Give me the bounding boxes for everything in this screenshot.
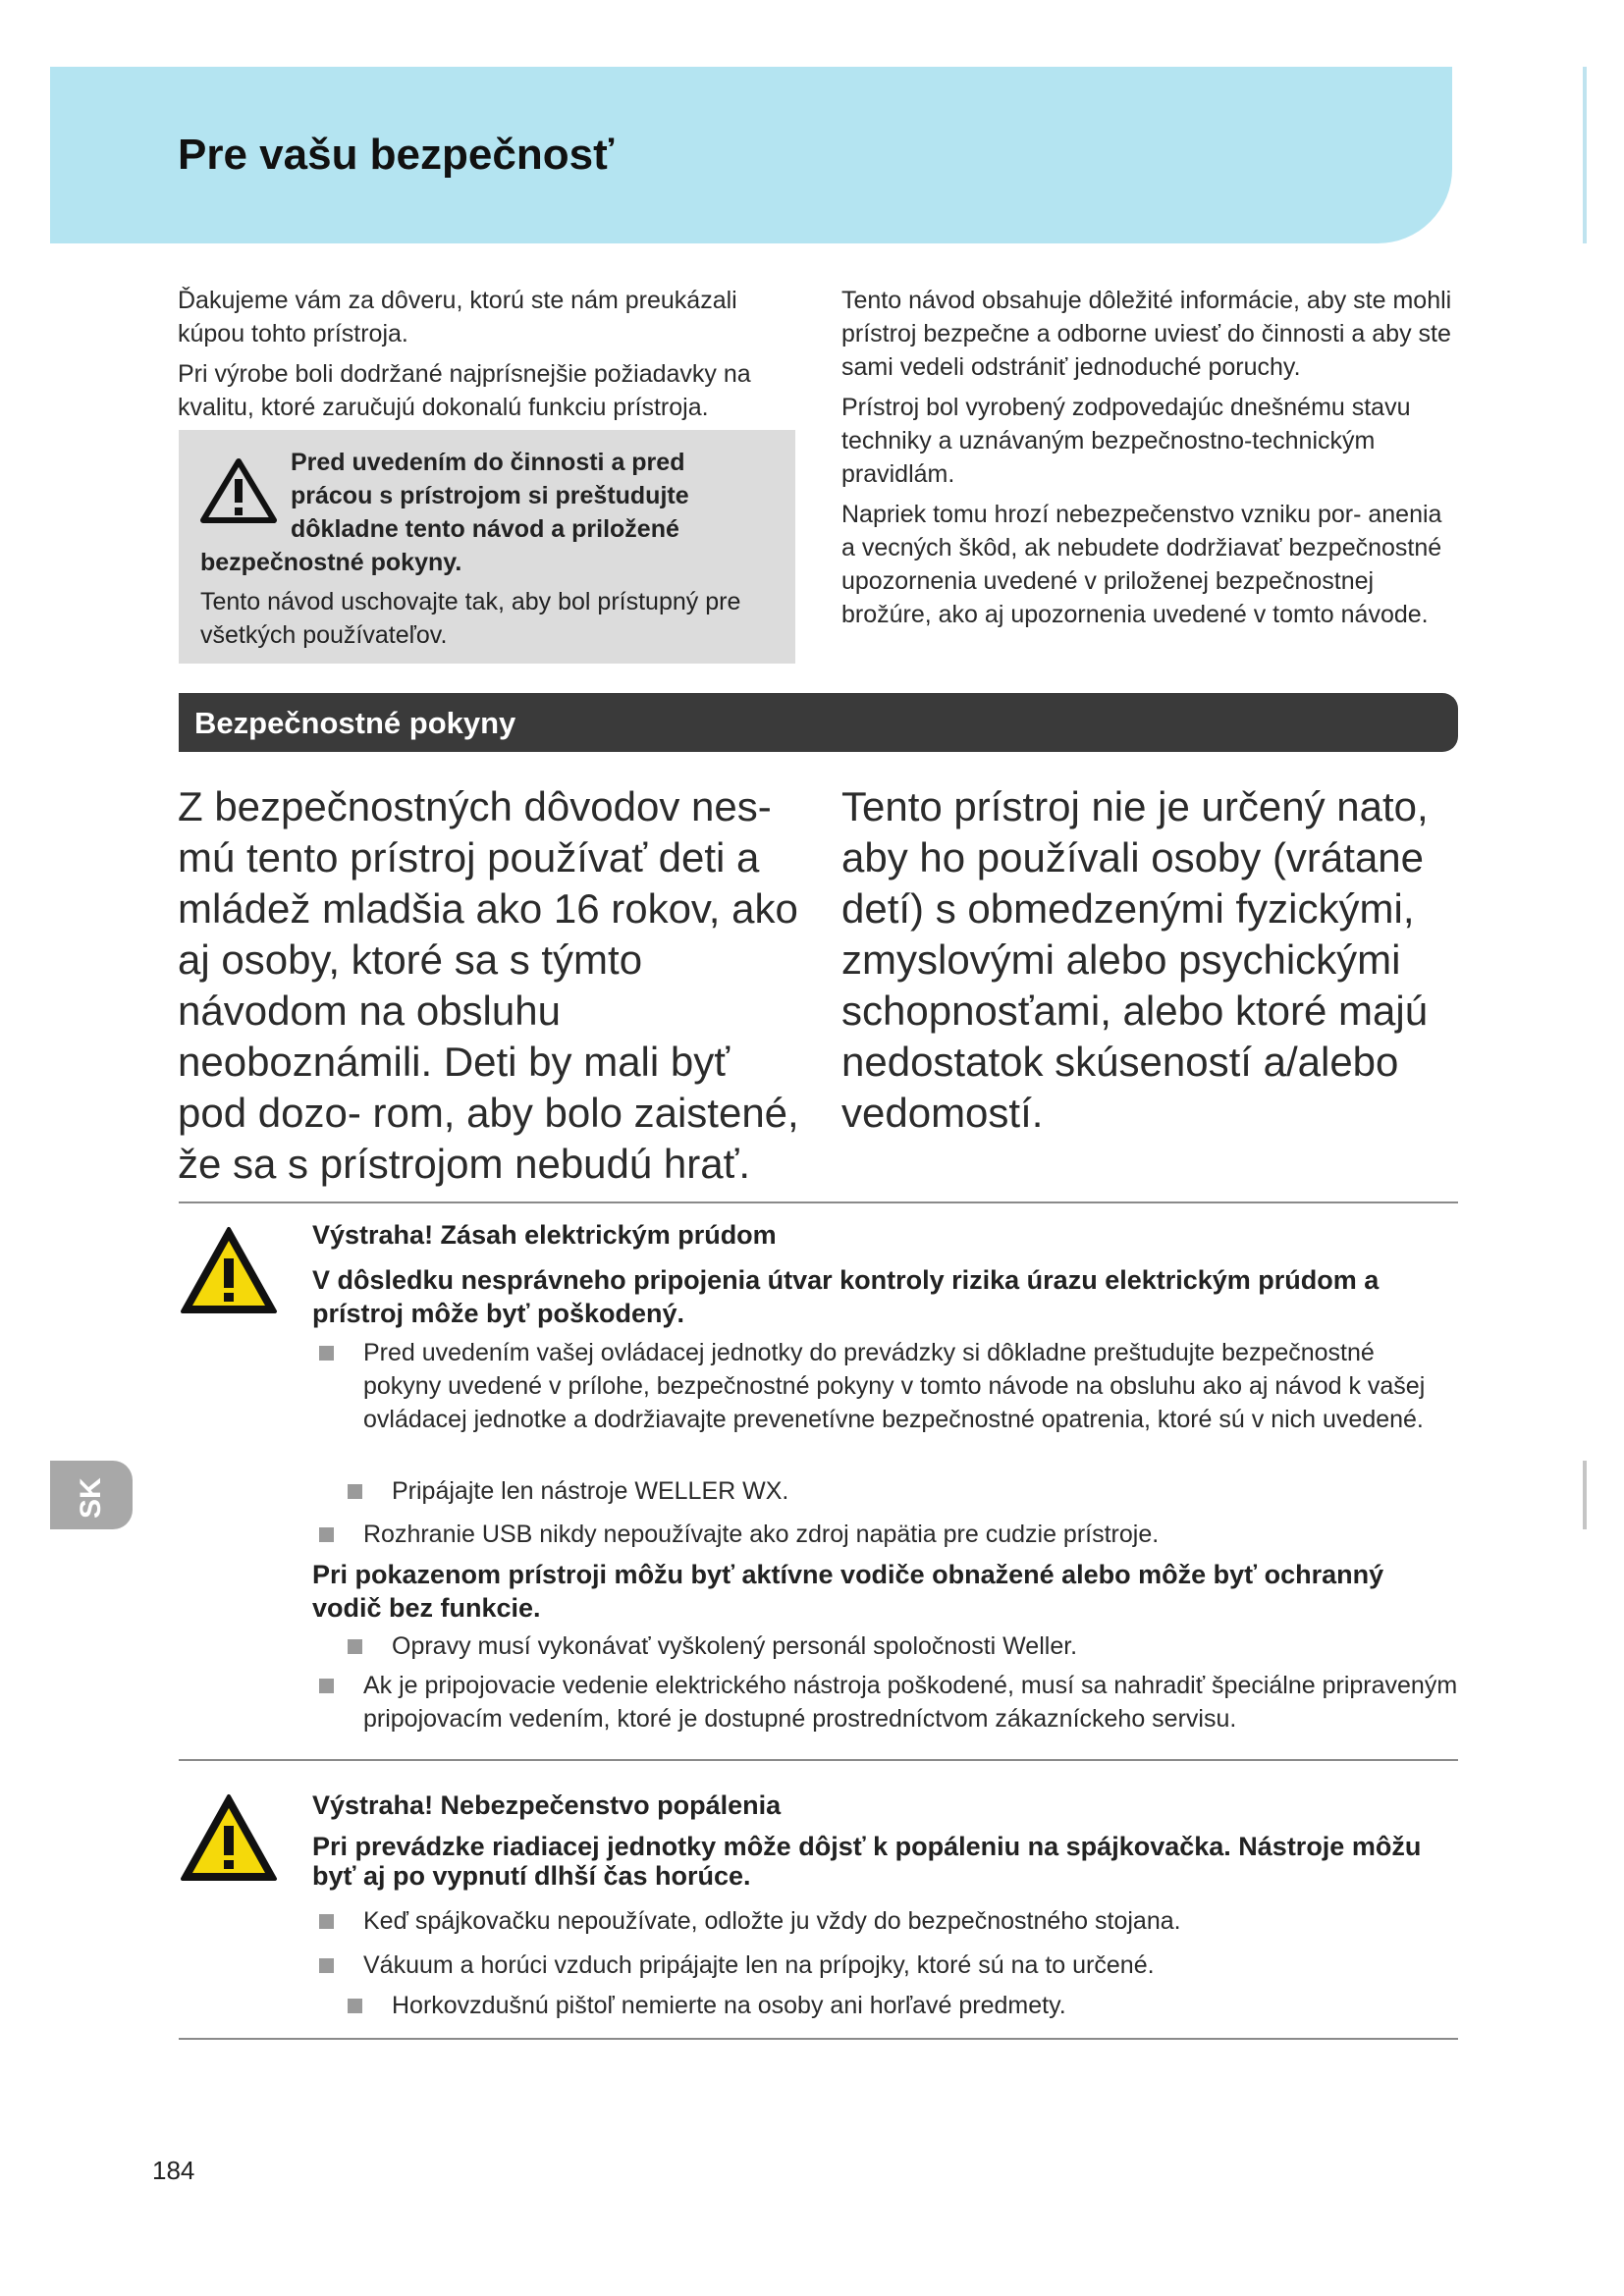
burn-warning-icon xyxy=(179,1792,279,1883)
bullet-square-icon xyxy=(319,1958,334,1973)
list-item xyxy=(319,1336,1458,1473)
child-safety-statement: Z bezpečnostných dôvodov nes- mú tento prístroj používať deti a mládež mladšia ako 16 rokov, ako aj osoby, ktoré sa s týmto návodom na obsluhu neoboznámili. Deti by mali byť pod dozo- rom, aby bolo zaistené, že sa s prístrojom nebudú hrať. xyxy=(178,783,799,1187)
page-title: Pre vašu bezpečnosť xyxy=(178,131,615,179)
disability-statement: Tento prístroj nie je určený nato, aby ho používali osoby (vrátane detí) s obmedzenými fyzickými, zmyslovými alebo psychickými schopnosťami, alebo ktoré majú nedostatok skúseností a/alebo vedomostí. xyxy=(841,783,1429,1136)
bullet-square-icon xyxy=(319,1527,334,1542)
bullet-square-icon xyxy=(319,1914,334,1929)
divider xyxy=(179,2038,1458,2040)
warning2-b1: Keď spájkovačku nepoužívate, odložte ju vždy do bezpečnostného stojana. xyxy=(363,1907,1181,1935)
list-item xyxy=(348,1989,1428,2022)
bullet-square-icon xyxy=(319,1679,334,1693)
header-edge-line xyxy=(1583,67,1587,243)
page-number: 184 xyxy=(152,2156,195,2185)
intro-right-p2: Prístroj bol vyrobený zodpovedajúc dnešnému stavu techniky a uznávaným bezpečnostno-technickým pravidlám. xyxy=(841,394,1411,488)
section-header xyxy=(179,693,1458,752)
electric-warning-icon xyxy=(179,1225,279,1315)
notice-bold-line4: bezpečnostné pokyny. xyxy=(200,549,462,576)
intro-left-p2: Pri výrobe boli dodržané najprísnejšie požiadavky na kvalitu, ktoré zaručujú dokonalú funkciu prístroja. xyxy=(178,360,751,421)
notice-bold-line2: prácou s prístrojom si preštudujte xyxy=(291,482,689,509)
list-item xyxy=(348,1629,1428,1663)
warning2-title: Výstraha! Nebezpečenstvo popálenia xyxy=(312,1790,782,1820)
list-item xyxy=(319,1904,1458,1938)
right-edge-line xyxy=(1583,1461,1587,1529)
warning1-b4: Opravy musí vykonávať vyškolený personál spoločnosti Weller. xyxy=(392,1632,1078,1660)
bullet-square-icon xyxy=(348,1999,362,2013)
bullet-square-icon xyxy=(348,1639,362,1654)
language-tab xyxy=(50,1461,133,1529)
intro-left xyxy=(178,284,796,431)
divider xyxy=(179,1201,1458,1203)
intro-right xyxy=(841,284,1458,638)
warning1-b2: Pripájajte len nástroje WELLER WX. xyxy=(392,1477,789,1505)
intro-left-p1: Ďakujeme vám za dôveru, ktorú ste nám preukázali kúpou tohto prístroja. xyxy=(178,287,737,347)
intro-right-p1: Tento návod obsahuje dôležité informácie, aby ste mohli prístroj bezpečne a odborne uviesť do činnosti a aby ste sami vedeli odstrániť jednoduché poruchy. xyxy=(841,287,1452,381)
warning2-subtitle: Pri prevádzke riadiacej jednotky môže dôjsť k popáleniu na spájkovačka. Nástroje môžu byť aj po vypnutí dlhší čas horúce. xyxy=(312,1832,1422,1891)
warning2-b3: Horkovzdušnú pištoľ nemierte na osoby ani horľavé predmety. xyxy=(392,1992,1066,2019)
warning1-subtitle: V dôsledku nesprávneho pripojenia útvar kontroly rizika úrazu elektrickým prúdom a prístroj môže byť poškodený. xyxy=(312,1265,1380,1328)
notice-text: Tento návod uschovajte tak, aby bol prístupný pre všetkých používateľov. xyxy=(200,588,741,649)
warning1-title: Výstraha! Zásah elektrickým prúdom xyxy=(312,1220,777,1250)
warning1-bold2: Pri pokazenom prístroji môžu byť aktívne vodiče obnažené alebo môže byť ochranný vodič bez funkcie. xyxy=(312,1560,1384,1623)
notice-box xyxy=(179,430,795,664)
language-tab-label: SK xyxy=(75,1477,107,1519)
notice-bold-line3: dôkladne tento návod a priložené xyxy=(291,515,679,543)
warning1-b3: Rozhranie USB nikdy nepoužívajte ako zdroj napätia pre cudzie prístroje. xyxy=(363,1521,1160,1548)
warning1-b5: Ak je pripojovacie vedenie elektrického nástroja poškodené, musí sa nahradiť špeciálne pripraveným pripojovacím vedením, ktoré je dostupné prostredníctvom zákazníckeho servisu. xyxy=(363,1672,1458,1733)
bullet-square-icon xyxy=(319,1346,334,1361)
list-item xyxy=(319,1518,1458,1551)
section-title: Bezpečnostné pokyny xyxy=(194,706,516,740)
list-item xyxy=(319,1669,1458,1737)
list-item xyxy=(348,1474,1428,1508)
list-item xyxy=(319,1949,1458,1982)
intro-right-p3: Napriek tomu hrozí nebezpečenstvo vzniku por- anenia a vecných škôd, ak nebudete dodržiavať bezpečnostné upozornenia uvedené v priloženej bezpečnostnej brožúre, ako aj upozornenia uvedené v tomto návode. xyxy=(841,501,1442,628)
bullet-square-icon xyxy=(348,1484,362,1499)
warning2-b2: Vákuum a horúci vzduch pripájajte len na prípojky, ktoré sú na to určené. xyxy=(363,1951,1155,1979)
divider xyxy=(179,1759,1458,1761)
warning1-b1: Pred uvedením vašej ovládacej jednotky do prevádzky si dôkladne preštudujte bezpečnostné pokyny uvedené v prílohe, bezpečnostné pokyny v tomto návode na obsluhu ako aj návod k vašej ovládacej jednotke a dodržiavajte prevenetívne bezpečnostné opatrenia, ktoré sú v nich uvedené. xyxy=(363,1339,1426,1433)
notice-bold-line1: Pred uvedením do činnosti a pred xyxy=(291,449,685,476)
